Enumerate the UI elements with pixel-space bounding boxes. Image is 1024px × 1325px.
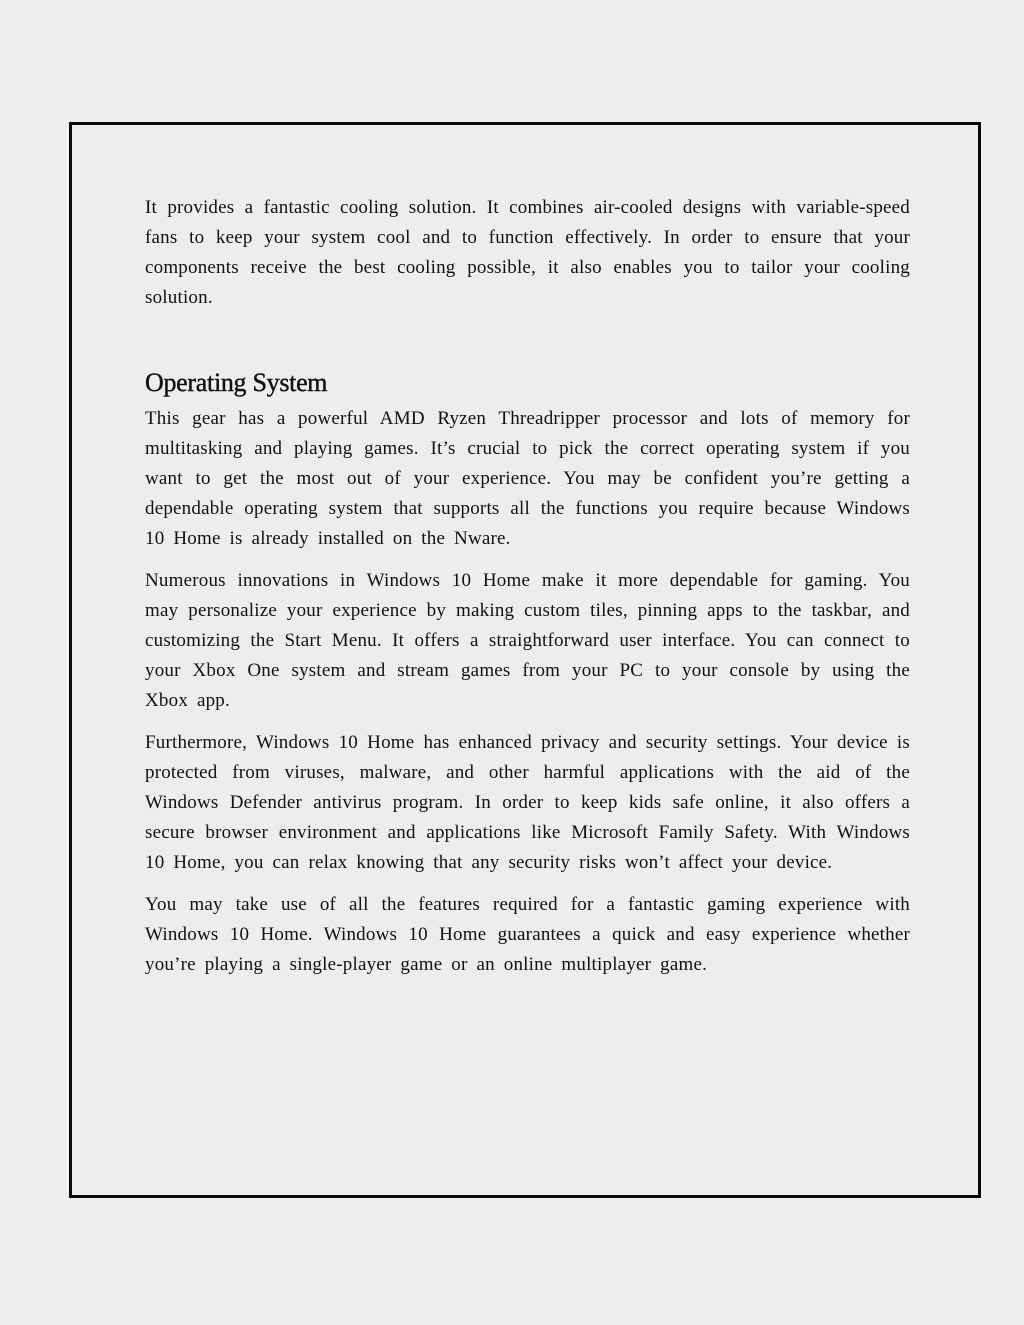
body-paragraph-3: Furthermore, Windows 10 Home has enhanced privacy and security settings. Your device is protected from viruses, malware, and other harmful applications with the aid of the Windows Defender antivirus program. In order to keep kids safe online, it also offers a secure browser environment and applications like Microsoft Family Safety. With Windows 10 Home, you can relax knowing that any security risks won’t affect your device.	[145, 732, 910, 873]
body-paragraph-2: Numerous innovations in Windows 10 Home make it more dependable for gaming. You may personalize your experience by making custom tiles, pinning apps to the taskbar, and customizing the Start Menu. It offers a straightforward user interface. You can connect to your Xbox One system and stream games from your PC to your console by using the Xbox app.	[145, 570, 910, 711]
intro-paragraph: It provides a fantastic cooling solution. It combines air-cooled designs with variable-speed fans to keep your system cool and to function effectively. In order to ensure that your components receive the best cooling possible, it also enables you to tailor your cooling solution.	[145, 197, 910, 308]
body-paragraph-4: You may take use of all the features required for a fantastic gaming experience with Windows 10 Home. Windows 10 Home guarantees a quick and easy experience whether you’re playing a single-player game or an online multiplayer game.	[145, 894, 910, 975]
section-heading: Operating System	[145, 368, 328, 397]
body-paragraph-1: This gear has a powerful AMD Ryzen Threadripper processor and lots of memory for multitasking and playing games. It’s crucial to pick the correct operating system if you want to get the most out of your experience. You may be confident you’re getting a dependable operating system that supports all the functions you require because Windows 10 Home is already installed on the Nware.	[145, 408, 910, 549]
document-body	[145, 193, 910, 992]
